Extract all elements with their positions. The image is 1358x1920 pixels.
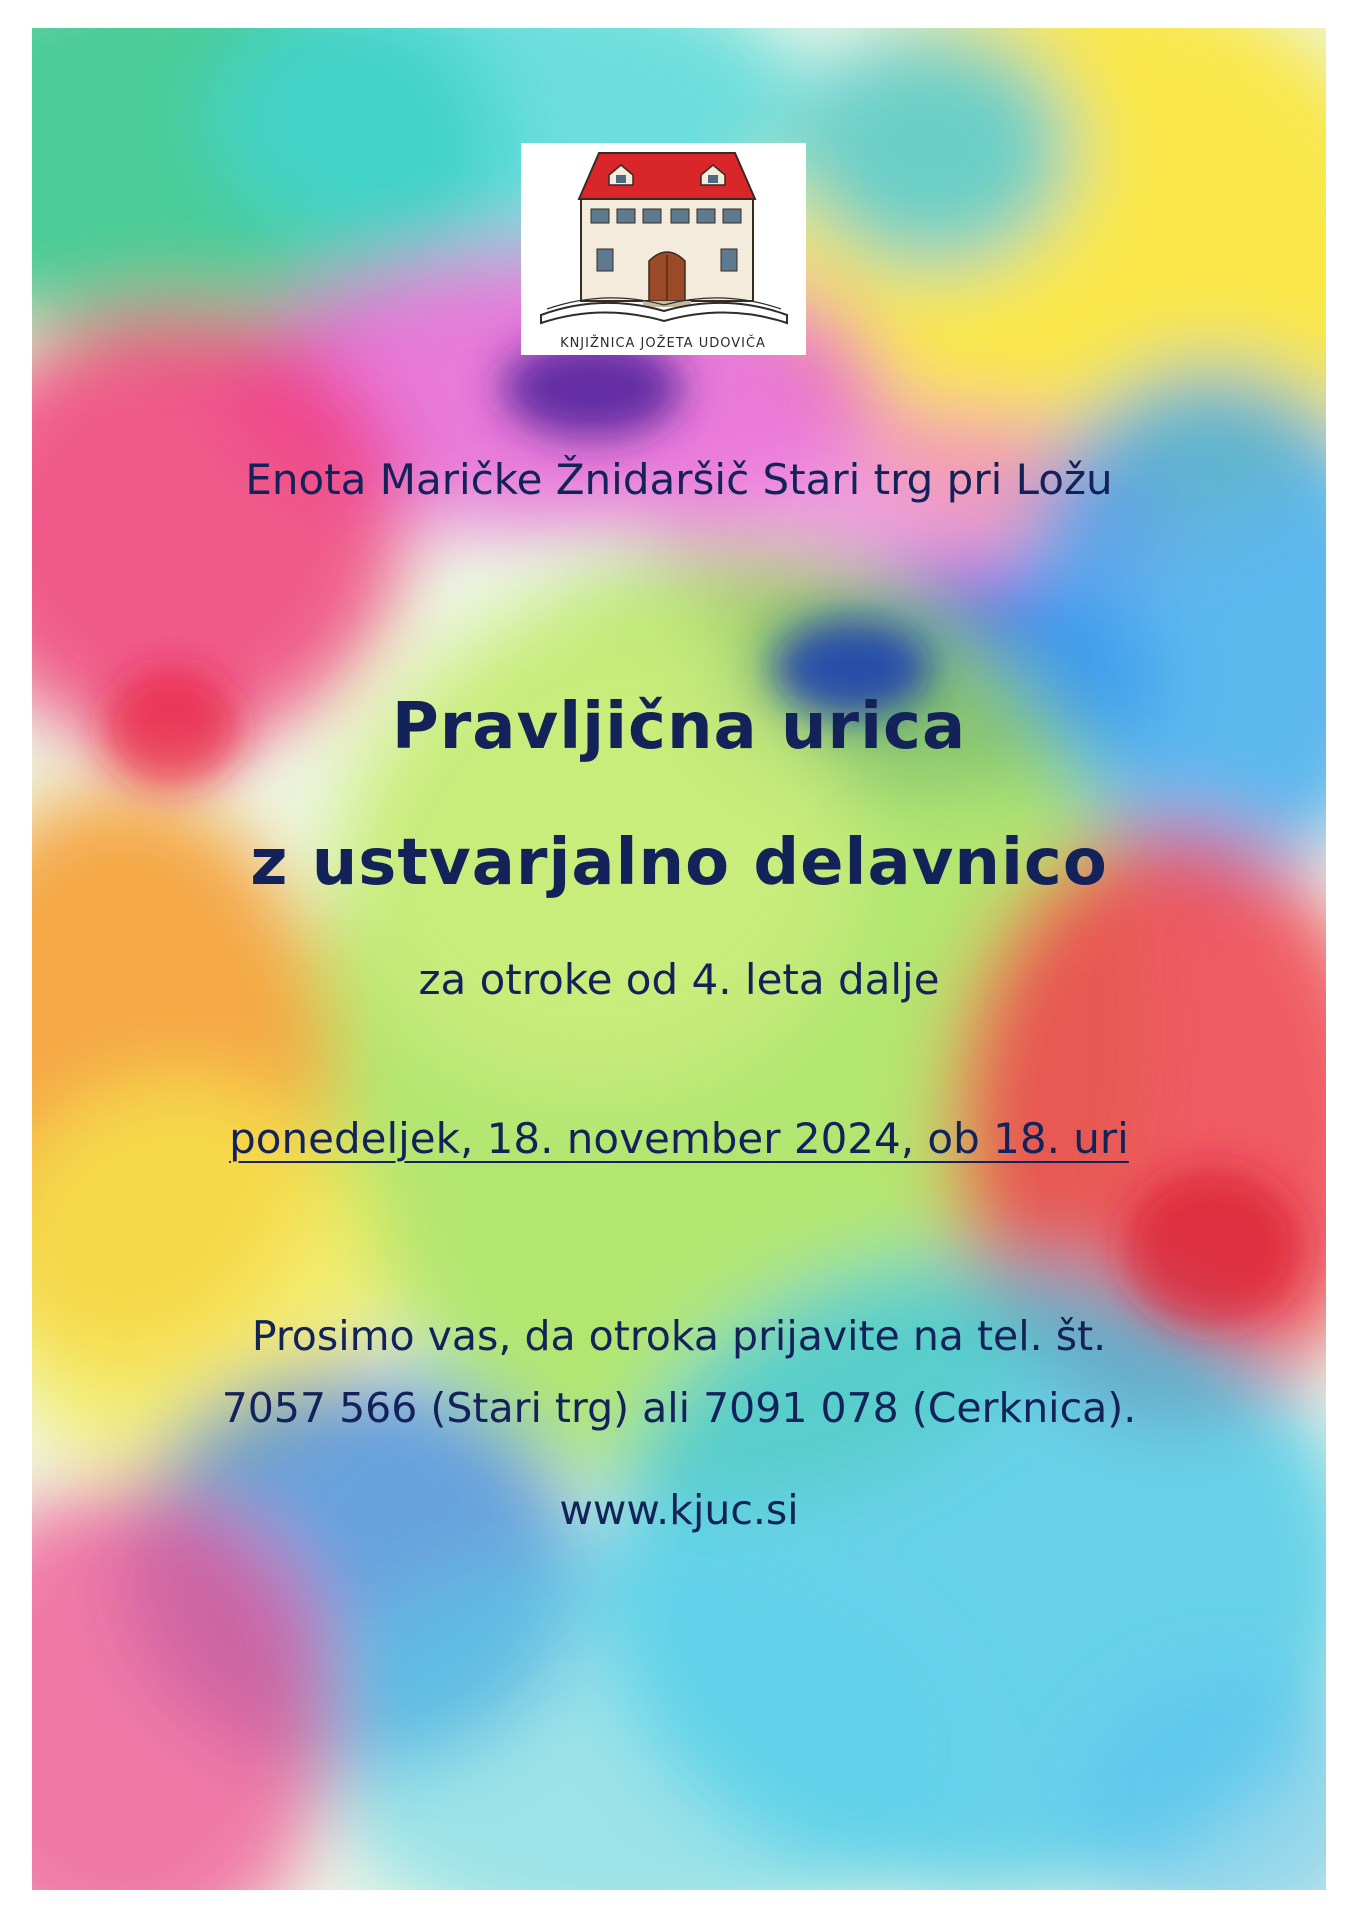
website-link[interactable]: www.kjuc.si <box>559 1486 799 1534</box>
logo-caption: KNJIŽNICA JOŽETA UDOVIČA <box>560 336 766 351</box>
event-date: ponedeljek, 18. november 2024, ob 18. uri <box>229 1114 1129 1163</box>
library-unit-name: Enota Maričke Žnidaršič Stari trg pri Ložu <box>245 455 1113 504</box>
registration-line2: 7057 566 (Stari trg) ali 7091 078 (Cerknica). <box>221 1384 1137 1432</box>
event-audience: za otroke od 4. leta dalje <box>418 955 940 1004</box>
event-title-line2: z ustvarjalno delavnico <box>250 826 1108 900</box>
event-title-line1: Pravljična urica <box>391 690 967 764</box>
library-logo <box>521 143 806 355</box>
registration-line1: Prosimo vas, da otroka prijavite na tel. št. <box>251 1312 1107 1360</box>
